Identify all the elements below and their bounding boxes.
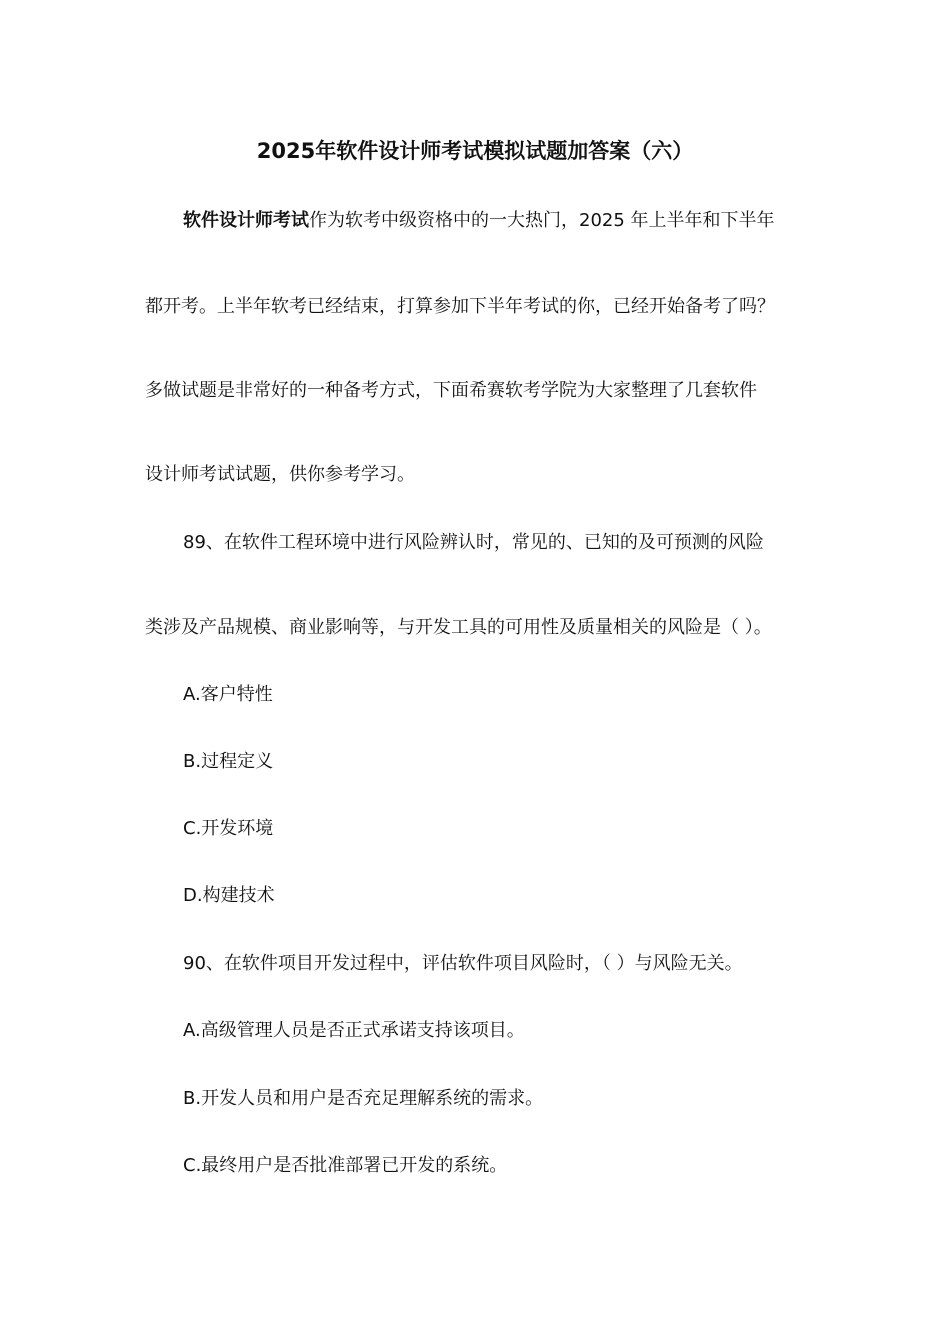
- intro-line-3: 多做试题是非常好的一种备考方式，下面希赛软考学院为大家整理了几套软件: [145, 380, 757, 401]
- intro-line-1: [183, 208, 775, 234]
- question-90-option-c: C.最终用户是否批准部署已开发的系统。: [183, 1155, 508, 1176]
- document-title: 2025年软件设计师考试模拟试题加答案（六）: [256, 139, 694, 163]
- question-90-option-b: B.开发人员和用户是否充足理解系统的需求。: [183, 1088, 544, 1109]
- intro-line-2: 都开考。上半年软考已经结束，打算参加下半年考试的你，已经开始备考了吗？: [145, 296, 775, 317]
- intro-line-4: 设计师考试试题，供你参考学习。: [145, 464, 415, 485]
- question-90-stem-line-1: 90、在软件项目开发过程中，评估软件项目风险时，（ ）与风险无关。: [183, 953, 743, 974]
- question-89-option-c: C.开发环境: [183, 818, 274, 839]
- question-90-option-a: A.高级管理人员是否正式承诺支持该项目。: [183, 1020, 525, 1041]
- question-89-option-b: B.过程定义: [183, 751, 274, 772]
- question-89-stem-line-2: 类涉及产品规模、商业影响等，与开发工具的可用性及质量相关的风险是（ ）。: [145, 617, 772, 638]
- intro-bold-lead: 软件设计师考试: [183, 210, 309, 231]
- intro-line-1-rest: 作为软考中级资格中的一大热门，2025 年上半年和下半年: [309, 210, 775, 231]
- question-89-option-d: D.构建技术: [183, 885, 275, 906]
- question-89-stem-line-1: 89、在软件工程环境中进行风险辨认时，常见的、已知的及可预测的风险: [183, 532, 764, 553]
- question-89-option-a: A.客户特性: [183, 684, 273, 705]
